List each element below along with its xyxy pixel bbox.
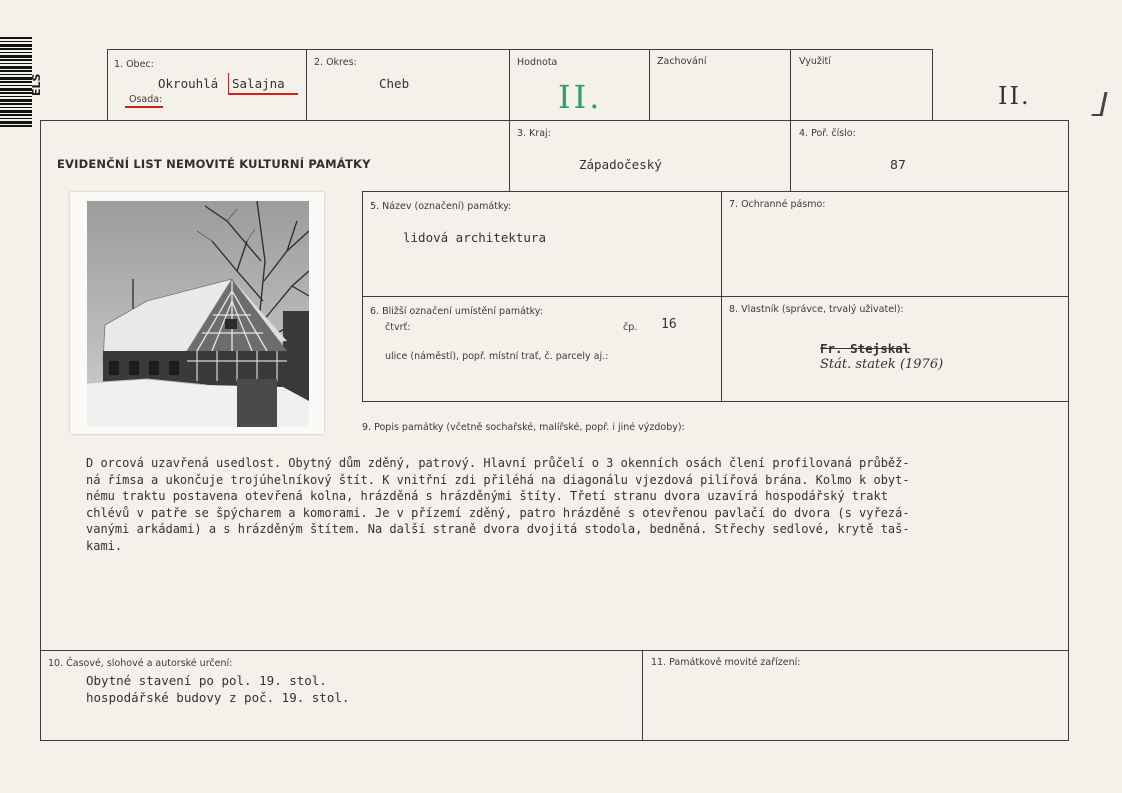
rule-left-top	[107, 49, 108, 120]
vyuziti-label: Využití	[799, 56, 831, 67]
ulice-label: ulice (náměstí), popř. místní trať, č. parcely aj.:	[385, 351, 609, 362]
por-cislo-label: 4. Poř. číslo:	[799, 128, 856, 139]
corner-mark	[1091, 92, 1107, 116]
por-cislo-value: 87	[890, 157, 906, 172]
obec-divider	[228, 73, 229, 93]
rule-row-3	[362, 296, 1068, 297]
popis-line: chlévů v patře se špýcharem a komorami. Je v přízemí zděný, patro hrázděné s otevřenou pavlačí do dvora (s vyřezá-	[86, 505, 910, 520]
barcode	[0, 37, 32, 129]
okres-label: 2. Okres:	[314, 57, 357, 68]
obec-red-underline	[228, 93, 298, 95]
obec-value-2: Salajna	[232, 76, 285, 91]
popis-line: ná římsa a ukončuje trojúhelníkový štít. K vnitřní zdi přiléhá na diagonálu vjezdová pilířová brána. Kolmo k obyt-	[86, 472, 910, 487]
rule-main-right	[1068, 120, 1069, 741]
casove-urceni-line: Obytné stavení po pol. 19. stol.	[86, 673, 327, 688]
photo-frame	[70, 192, 324, 434]
popis-line: nému traktu postavena otevřená kolna, hrázděná s hrázděnými štíty. Třetí stranu dvora uzavírá hospodářský trakt	[86, 489, 888, 503]
rule-sep-5	[932, 49, 933, 120]
osada-label: Osada:	[129, 94, 163, 105]
hodnota-value: II.	[558, 78, 603, 116]
rule-bottom-sep	[642, 650, 643, 741]
form-title: EVIDENČNÍ LIST NEMOVITÉ KULTURNÍ PAMÁTKY	[57, 157, 371, 171]
osada-red-underline	[125, 106, 163, 108]
nazev-label: 5. Název (označení) památky:	[370, 201, 512, 212]
hodnota-label: Hodnota	[517, 57, 558, 68]
ochranne-pasmo-label: 7. Ochranné pásmo:	[729, 199, 826, 210]
rule-bottom	[40, 740, 1069, 741]
rule-row-2	[362, 191, 1068, 192]
umisteni-label: 6. Bližší označení umístění památky:	[370, 306, 543, 317]
rule-sep-3	[649, 49, 650, 120]
margin-mark: II.	[998, 82, 1031, 110]
popis-label: 9. Popis památky (včetně sochařské, malířské, popř. i jiné výzdoby):	[362, 422, 685, 433]
rule-sep-1	[306, 49, 307, 120]
popis-line: kami.	[86, 538, 123, 553]
house-photo	[87, 201, 309, 427]
movite-zarizeni-label: 11. Památkově movité zařízení:	[651, 657, 801, 668]
rule-main-left	[40, 120, 41, 741]
ctvrt-label: čtvrť:	[385, 322, 411, 333]
vlastnik-old-value: Fr. Stejskal	[820, 341, 911, 356]
casove-urceni-label: 10. Časové, slohové a autorské určení:	[48, 658, 233, 669]
popis-line: D orcová uzavřená usedlost. Obytný dům zděný, patrový. Hlavní průčelí o 3 okenních osách člení profilovaná průběž-	[86, 456, 910, 470]
obec-value: Okrouhlá	[158, 76, 219, 91]
popis-text	[86, 455, 1046, 554]
rule-row-4	[362, 401, 1068, 402]
nazev-value: lidová architektura	[403, 230, 546, 245]
casove-urceni-line: hospodářské budovy z poč. 19. stol.	[86, 690, 350, 705]
obec-label: 1. Obec:	[114, 59, 154, 70]
rule-main-top	[40, 120, 1069, 121]
popis-line: vanými arkádami) a s hrázděným štítem. Na další straně dvora dvojitá stodola, bedněná. Střechy sedlové, krytě taš-	[86, 522, 910, 536]
rule-row-5	[40, 650, 1069, 651]
okres-value: Cheb	[379, 76, 410, 91]
cp-label: čp.	[623, 322, 638, 333]
kraj-label: 3. Kraj:	[517, 128, 551, 139]
kraj-value: Západočeský	[579, 157, 662, 172]
vlastnik-new-value: Stát. statek (1976)	[820, 357, 944, 372]
barcode-label: ELS	[30, 73, 43, 96]
rule-top	[107, 49, 933, 50]
vlastnik-label: 8. Vlastník (správce, trvalý uživatel):	[729, 304, 904, 315]
zachovani-label: Zachování	[657, 56, 707, 67]
cp-value: 16	[661, 317, 677, 332]
